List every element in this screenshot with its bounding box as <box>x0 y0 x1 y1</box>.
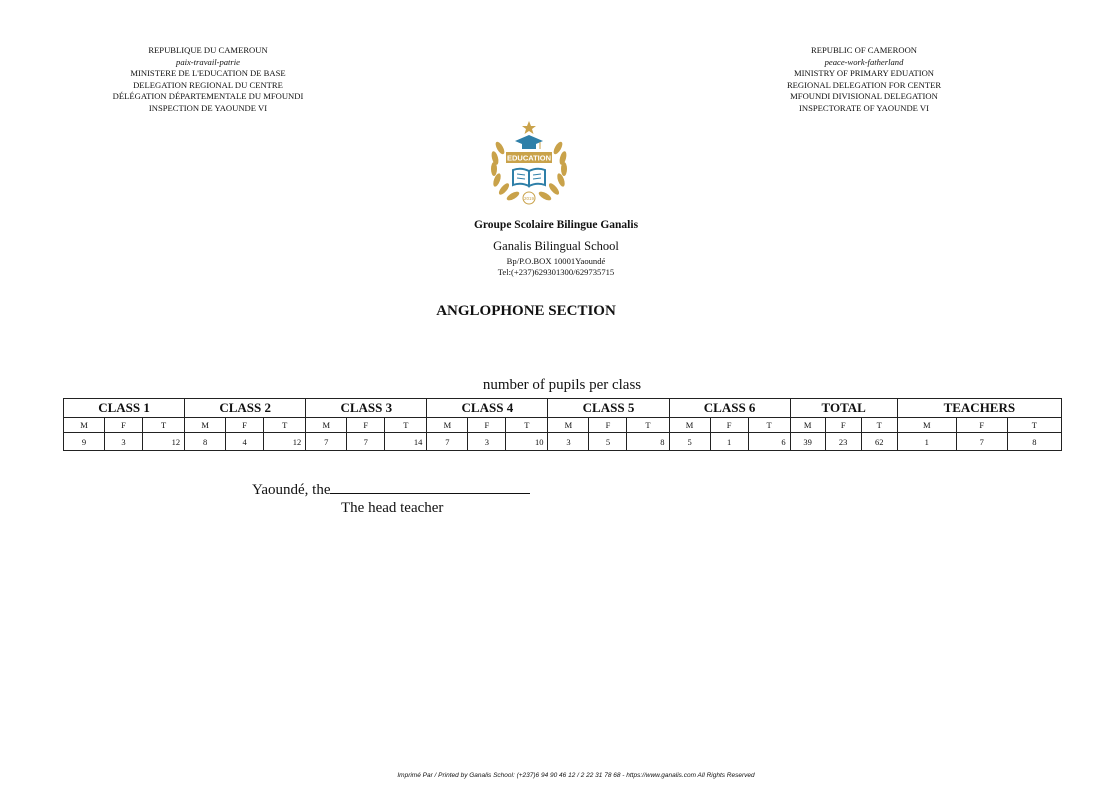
header-right-line1: REPUBLIC OF CAMEROON <box>810 45 917 55</box>
header-right-line5: MFOUNDI DIVISIONAL DELEGATION <box>790 91 938 102</box>
table-cell: 7 <box>306 433 347 451</box>
logo-year-text: 2019 <box>523 196 535 201</box>
table-cell: 7 <box>427 433 468 451</box>
table-subheader-row <box>64 418 1062 433</box>
column-subheader: M <box>669 418 710 433</box>
column-subheader: F <box>589 418 627 433</box>
school-po-box: Bp/P.O.BOX 10001Yaoundé <box>506 256 606 266</box>
table-cell: 8 <box>185 433 226 451</box>
table-cell: 23 <box>825 433 861 451</box>
column-group-header: CLASS 5 <box>548 399 669 418</box>
table-header-row <box>64 399 1062 418</box>
column-group-header: TEACHERS <box>897 399 1061 418</box>
column-group-header: TOTAL <box>790 399 897 418</box>
table-cell: 1 <box>897 433 956 451</box>
column-subheader: F <box>226 418 264 433</box>
column-subheader: T <box>264 418 306 433</box>
education-laurel-emblem-icon <box>486 118 572 208</box>
table-cell: 10 <box>506 433 548 451</box>
table-cell: 8 <box>1007 433 1061 451</box>
head-teacher-label: The head teacher <box>341 500 444 516</box>
column-subheader: M <box>548 418 589 433</box>
column-subheader: M <box>790 418 825 433</box>
school-telephone: Tel:(+237)629301300/629735715 <box>497 267 615 277</box>
column-subheader: M <box>64 418 105 433</box>
table-cell: 1 <box>710 433 748 451</box>
header-left <box>48 45 368 115</box>
column-subheader: M <box>897 418 956 433</box>
column-subheader: F <box>956 418 1007 433</box>
date-blank-line <box>330 480 530 494</box>
table-cell: 4 <box>226 433 264 451</box>
column-subheader: T <box>627 418 669 433</box>
table-cell: 5 <box>589 433 627 451</box>
column-group-header: CLASS 2 <box>185 399 306 418</box>
table-cell: 8 <box>627 433 669 451</box>
header-right-line4: REGIONAL DELEGATION FOR CENTER <box>786 79 942 90</box>
table-cell: 39 <box>790 433 825 451</box>
column-subheader: F <box>105 418 143 433</box>
column-subheader: T <box>1007 418 1061 433</box>
header-right <box>704 45 1024 115</box>
school-name-fr: Groupe Scolaire Bilingue Ganalis <box>473 219 639 231</box>
table-cell: 12 <box>143 433 185 451</box>
header-right-motto: peace-work-fatherland <box>824 56 904 67</box>
table-cell: 62 <box>861 433 897 451</box>
table-cell: 12 <box>264 433 306 451</box>
table-cell: 7 <box>956 433 1007 451</box>
school-name-en: Ganalis Bilingual School <box>493 239 619 253</box>
table-cell: 6 <box>748 433 790 451</box>
column-subheader: T <box>385 418 427 433</box>
header-left-motto: paix-travail-patrie <box>176 56 240 67</box>
column-subheader: F <box>710 418 748 433</box>
table-cell: 3 <box>548 433 589 451</box>
table-cell: 9 <box>64 433 105 451</box>
header-right-line6: INSPECTORATE OF YAOUNDE VI <box>799 102 929 113</box>
logo-banner-text: EDUCATION <box>506 153 552 163</box>
table-row <box>64 433 1062 451</box>
section-title: ANGLOPHONE SECTION <box>436 303 616 319</box>
table-cell: 3 <box>468 433 506 451</box>
column-group-header: CLASS 3 <box>306 399 427 418</box>
column-subheader: M <box>427 418 468 433</box>
open-book-icon <box>513 169 545 186</box>
column-subheader: T <box>143 418 185 433</box>
column-group-header: CLASS 4 <box>427 399 548 418</box>
graduation-cap-icon <box>515 135 543 149</box>
column-subheader: M <box>185 418 226 433</box>
signature-place: Yaoundé, the <box>252 482 331 498</box>
table-caption: number of pupils per class <box>482 377 642 393</box>
column-subheader: F <box>468 418 506 433</box>
header-left-line5: DÉLÉGATION DÉPARTEMENTALE DU MFOUNDI <box>112 91 304 102</box>
header-left-line3: MINISTERE DE L'EDUCATION DE BASE <box>130 68 286 79</box>
column-subheader: T <box>748 418 790 433</box>
column-subheader: M <box>306 418 347 433</box>
column-subheader: F <box>347 418 385 433</box>
table-cell: 14 <box>385 433 427 451</box>
column-subheader: F <box>825 418 861 433</box>
signature-place-date <box>252 480 530 499</box>
header-left-line1: REPUBLIQUE DU CAMEROUN <box>148 45 268 55</box>
table-cell: 7 <box>347 433 385 451</box>
header-left-line4: DELEGATION REGIONAL DU CENTRE <box>133 79 283 90</box>
print-footer: Imprimé Par / Printed by Ganalis School: (+237)6 94 90 46 12 / 2 22 31 78 68 - https://www.ganalis.com All Rights Reserved <box>397 772 755 779</box>
header-left-line6: INSPECTION DE YAOUNDE VI <box>148 102 268 113</box>
table-cell: 5 <box>669 433 710 451</box>
table-cell: 3 <box>105 433 143 451</box>
header-right-line3: MINISTRY OF PRIMARY EDUATION <box>794 68 934 79</box>
column-group-header: CLASS 1 <box>64 399 185 418</box>
column-group-header: CLASS 6 <box>669 399 790 418</box>
column-subheader: T <box>506 418 548 433</box>
column-subheader: T <box>861 418 897 433</box>
star-icon <box>522 121 536 134</box>
pupils-per-class-table <box>63 398 1062 451</box>
